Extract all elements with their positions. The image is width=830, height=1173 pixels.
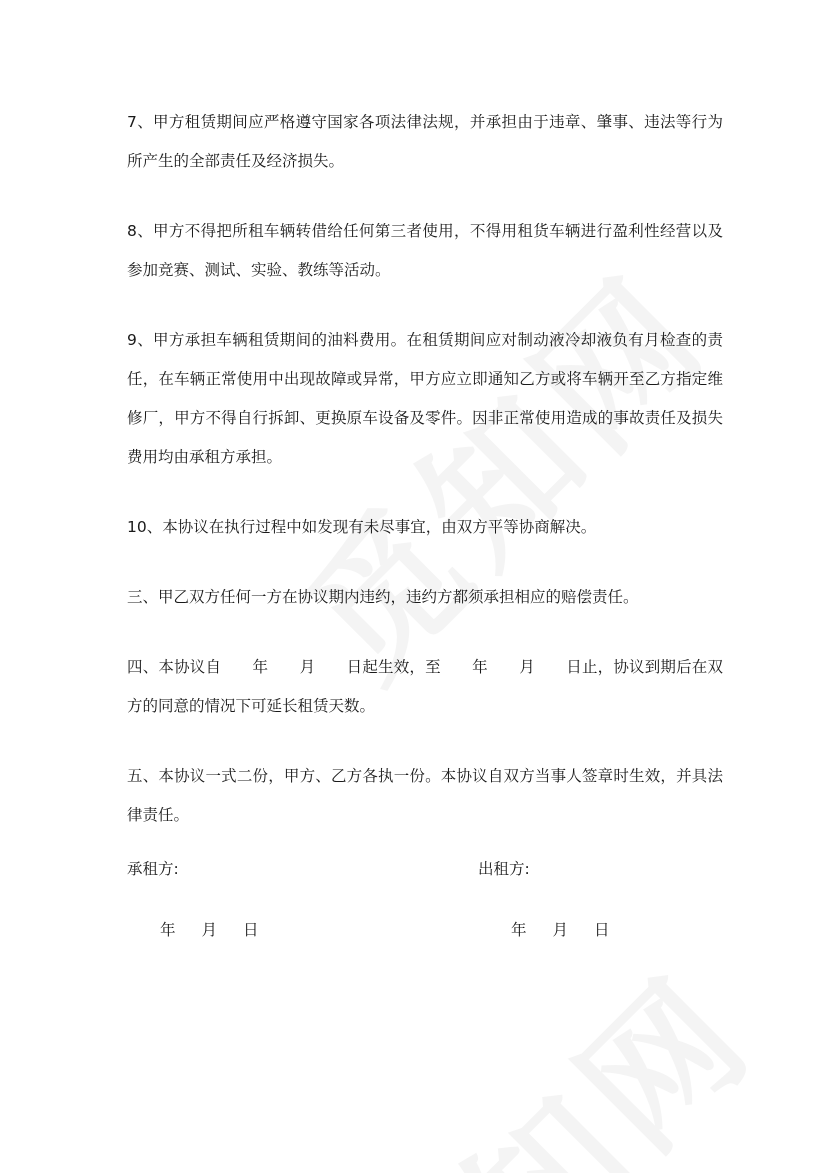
article-4-term: 四、本协议自 年 月 日起生效，至 年 月 日止，协议到期后在双方的同意的情况下可延长租赁天数。 bbox=[127, 658, 723, 715]
day-label: 日 bbox=[243, 921, 259, 939]
article-5-copies: 五、本协议一式二份，甲方、乙方各执一份。本协议自双方当事人签章时生效，并具法律责任。 bbox=[127, 767, 723, 824]
clause-8: 8、甲方不得把所租车辆转借给任何第三者使用，不得用租货车辆进行盈利性经营以及参加竞赛、测试、实验、教练等活动。 bbox=[127, 222, 723, 279]
year-label: 年 bbox=[160, 921, 176, 939]
lessee-label: 承租方: bbox=[127, 860, 179, 878]
lessee-date bbox=[160, 918, 259, 942]
agreement-body bbox=[127, 103, 723, 866]
clause-9: 9、甲方承担车辆租赁期间的油料费用。在租赁期间应对制动液冷却液负有月检查的责任，在车辆正常使用中出现故障或异常，甲方应立即通知乙方或将车辆开至乙方指定维修厂，甲方不得自行拆卸、更换原车设备及零件。因非正常使用造成的事故责任及损失费用均由承租方承担。 bbox=[127, 331, 723, 466]
month-label: 月 bbox=[552, 921, 569, 939]
clause-7: 7、甲方租赁期间应严格遵守国家各项法律法规，并承担由于违章、肇事、违法等行为所产生的全部责任及经济损失。 bbox=[127, 113, 723, 170]
clause-10: 10、本协议在执行过程中如发现有未尽事宜，由双方平等协商解决。 bbox=[127, 518, 597, 536]
lessor-label: 出租方: bbox=[478, 860, 530, 878]
watermark bbox=[295, 920, 791, 1173]
article-3-breach: 三、甲乙双方任何一方在协议期内违约，违约方都须承担相应的赔偿责任。 bbox=[127, 588, 639, 606]
year-label: 年 bbox=[511, 921, 527, 939]
day-label: 日 bbox=[594, 921, 610, 939]
month-label: 月 bbox=[201, 921, 218, 939]
lessor-date bbox=[511, 918, 610, 942]
